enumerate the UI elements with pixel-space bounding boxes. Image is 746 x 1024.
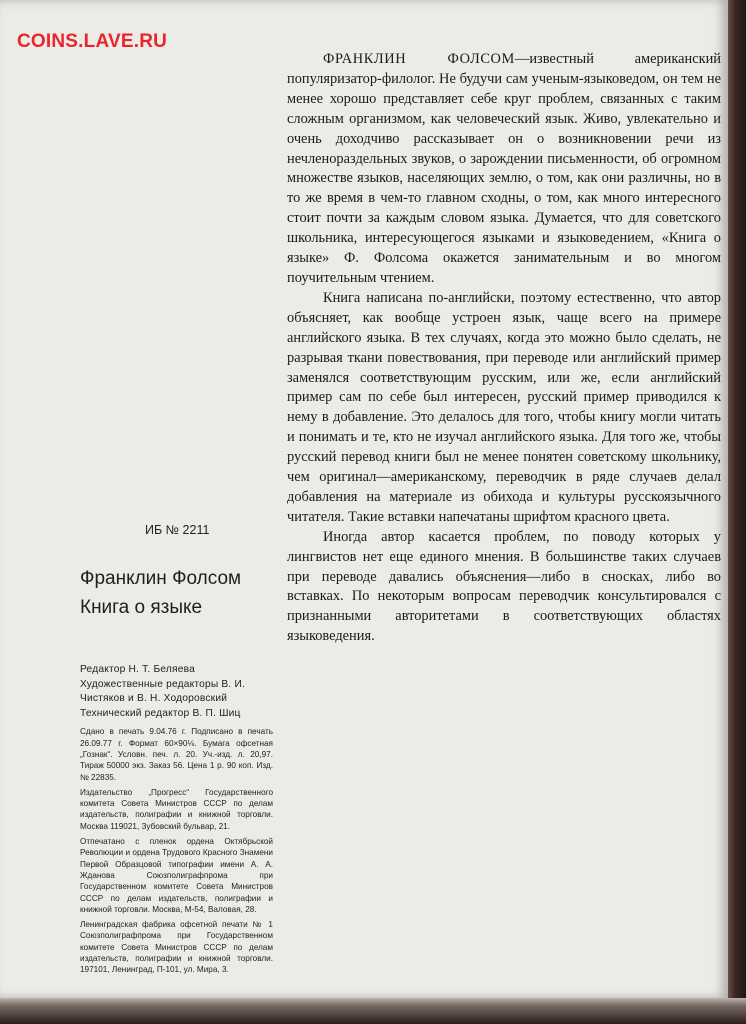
paragraph [287,289,721,528]
book-spine-edge [728,0,746,1024]
book-title: Книга о языке [80,597,203,618]
editors-credits: Редактор Н. Т. Беляева Художественные редакторы В. И. Чистяков и В. Н. Ходоровский Технический редактор В. П. Шиц [80,664,246,719]
page-bottom-edge [0,998,746,1024]
paragraph-text: Иногда автор касается проблем, по поводу которых у лингвистов нет еще единого мнения. В большинстве таких случаев при переводе давались объяснения—либо в сносках, либо во вставках. По некоторым вопросам переводчик консультировался с признанными авторитетами в соответствующих областях языковедения. [287,528,721,645]
paragraph [287,528,721,647]
publisher-info: Издательство „Прогресс“ Государственного комитета Совета Министров СССР по делам издательств, полиграфии и книжной торговли. Москва 119021, Зубовский бульвар, 21. [80,787,273,831]
ib-number: ИБ № 2211 [145,523,210,537]
paragraph-text: —известный американский популяризатор-филолог. Не будучи сам ученым-языковедом, он тем не менее хорошо представляет себе круг проблем, связанных с таким сложным организмом, как человеческий язык. Живо, увлекательно и очень доходчиво рассказывает он о возникновении речи из нечленораздельных звуков, о зарождении письменности, об огромном множестве языков, населяющих землю, о том, как они различны, но в то же время в чем-то главном сходны, о том, как много интересного стоит почти за каждым словом языка. Думается, что для советского школьника, интересующегося языками и языковедением, «Книга о языке» Ф. Фолсома окажется занимательным и во многом поучительным чтением. [287,51,722,286]
author-name-lead: ФРАНКЛИН ФОЛСОМ [323,51,515,67]
annotation-text [287,50,721,647]
book-author: Франклин Фолсом [80,568,242,589]
imprint [80,663,273,980]
watermark: COINS.LAVE.RU [17,31,168,52]
paragraph-text: Книга написана по-английски, поэтому естественно, что автор объясняет, как вообще устроен язык, чаще всего на примере английского языка. В тех случаях, когда это можно было сделать, не разрывая ткани повествования, при переводе или английский пример заменялся соответствующим русским, или же, если английский пример сам по себе был интересен, русский пример приводился к нему в добавление. Это делалось для того, чтобы книгу могли читать и понимать и те, кто не изучал английского языка. Для того же, чтобы русский перевод книги был не менее понятен советскому школьнику, чем оригинал—американскому, переводчик в ряде случаев делал добавления на материале из обихода и культуры русскоязычного читателя. Такие вставки напечатаны шрифтом красного цвета. [287,289,721,525]
printing-info: Отпечатано с пленок ордена Октябрьской Революции и ордена Трудового Красного Знамени Первой Образцовой типографии имени А. А. Жданова Союзполиграфпрома при Государственном комитете Совета Министров СССР по делам издательств, полиграфии и книжной торговли. Москва, М-54, Валовая, 28. [80,837,273,914]
print-info: Сдано в печать 9.04.76 г. Подписано в печать 26.09.77 г. Формат 60×90⅛. Бумага офсетная „Гознак“. Условн. печ. л. 20. Уч.-изд. л. 20,97. Тираж 50000 экз. Заказ 56. Цена 1 р. 90 коп. Изд. № 22835. [80,727,273,782]
factory-info: Ленинградская фабрика офсетной печати № 1 Союзполиграфпрома при Государственном комитете Совета Министров СССР по делам издательств, полиграфии и книжной торговли. 197101, Ленинград, П-101, ул. Мира, 3. [80,920,273,975]
paragraph [287,50,721,289]
